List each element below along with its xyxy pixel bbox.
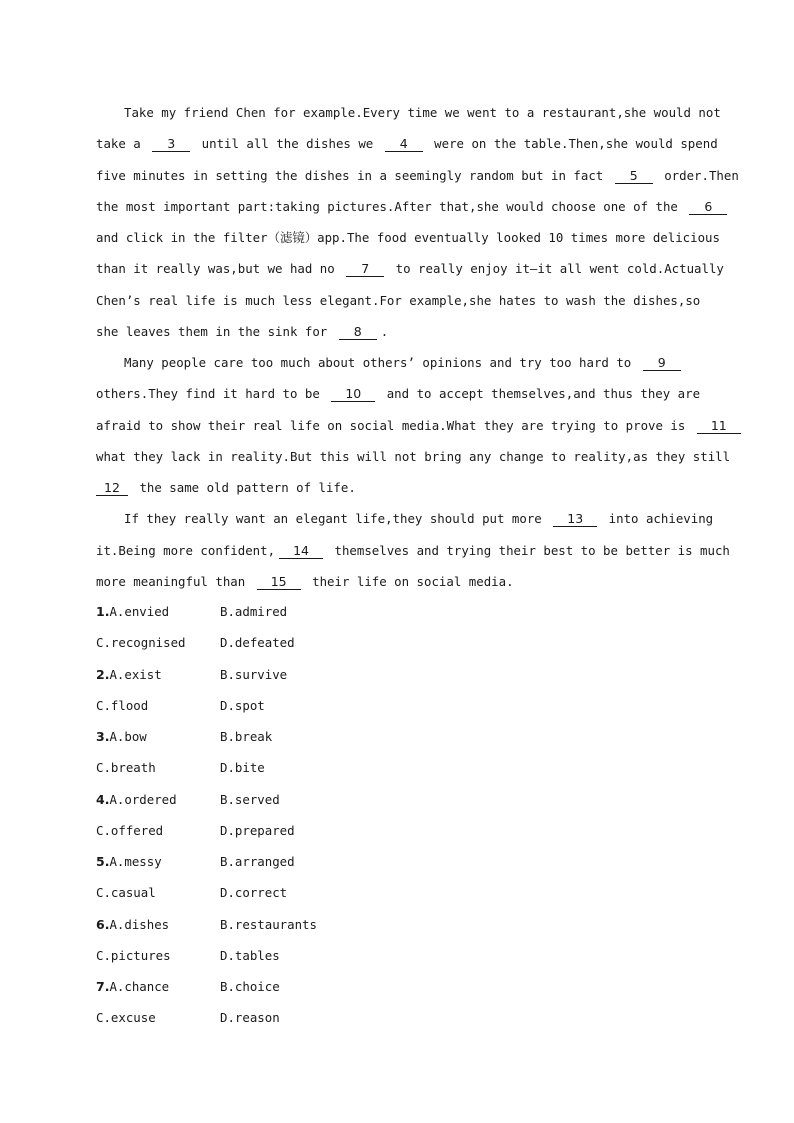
blank-11[interactable]: 11	[697, 419, 741, 434]
option-a-text: A.chance	[109, 979, 170, 994]
passage-line	[96, 378, 701, 409]
passage-text: to really enjoy it—it all went cold.Actually	[388, 261, 724, 277]
passage-text: she leaves them in the sink for	[96, 323, 335, 339]
question-6-option-b[interactable]: B.restaurants	[220, 916, 317, 932]
option-a-text: A.messy	[109, 854, 162, 869]
passage-line	[96, 410, 727, 441]
passage-line	[96, 191, 713, 222]
passage-text: the most important part:taking pictures.After that,she would choose one of the	[96, 198, 686, 214]
blank-5[interactable]: 5	[615, 169, 653, 184]
passage-line	[96, 566, 696, 597]
passage-text: and click in the filter（滤镜）app.The food eventually looked 10 times more delicious	[96, 230, 720, 245]
option-a-text: A.envied	[109, 604, 170, 619]
question-7-option-b[interactable]: B.choice	[220, 979, 280, 994]
passage-text: themselves and trying their best to be better is much	[327, 542, 730, 558]
question-7-option-d[interactable]: D.reason	[220, 1010, 280, 1026]
passage-text: what they lack in reality.But this will not bring any change to reality,as they still	[96, 448, 731, 464]
blank-12[interactable]: 12	[96, 481, 128, 496]
question-number: 6.	[96, 916, 110, 932]
passage-text: Chen’s real life is much less elegant.For example,she hates to wash the dishes,so	[96, 292, 701, 308]
passage-text: and to accept themselves,and thus they are	[379, 386, 701, 402]
passage-text: five minutes in setting the dishes in a seemingly random but in fact	[96, 167, 611, 183]
passage-text: the same old pattern of life.	[132, 480, 356, 495]
blank-3[interactable]: 3	[152, 137, 190, 152]
blank-4[interactable]: 4	[385, 137, 423, 152]
question-1-option-a[interactable]	[96, 596, 169, 627]
question-4-option-a[interactable]	[96, 784, 177, 815]
passage-text: Take my friend Chen for example.Every time we went to a restaurant,she would not	[124, 105, 721, 120]
question-number: 2.	[96, 666, 110, 682]
question-5-option-c[interactable]: C.casual	[96, 885, 156, 901]
blank-15[interactable]: 15	[257, 575, 301, 590]
passage-text: into achieving	[601, 511, 714, 527]
question-number: 5.	[96, 854, 110, 869]
passage-text: .	[380, 323, 389, 339]
passage-line	[96, 503, 714, 534]
question-number: 4.	[96, 791, 110, 807]
option-a-text: A.exist	[109, 666, 162, 682]
question-2-option-d[interactable]: D.spot	[220, 697, 265, 713]
passage-text: Many people care too much about others’ opinions and try too hard to	[124, 355, 639, 370]
passage-line	[96, 222, 720, 253]
passage-line	[96, 441, 731, 472]
blank-6[interactable]: 6	[689, 200, 727, 215]
option-a-text: A.dishes	[109, 916, 170, 932]
passage-text: were on the table.Then,she would spend	[426, 136, 718, 152]
blank-14[interactable]: 14	[279, 544, 323, 559]
passage-text: more meaningful than	[96, 573, 253, 589]
blank-13[interactable]: 13	[553, 512, 597, 527]
passage-text: order.Then	[656, 167, 739, 183]
question-5-option-b[interactable]: B.arranged	[220, 854, 295, 869]
passage-line	[96, 347, 696, 378]
passage-line	[96, 160, 739, 191]
question-3-option-d[interactable]: D.bite	[220, 760, 265, 776]
question-3-option-a[interactable]	[96, 721, 147, 752]
question-4-option-b[interactable]: B.served	[220, 791, 280, 807]
cloze-passage	[96, 97, 739, 597]
passage-line	[96, 535, 730, 566]
question-3-option-b[interactable]: B.break	[220, 729, 273, 744]
blank-8[interactable]: 8	[339, 325, 377, 340]
question-number: 7.	[96, 979, 110, 994]
question-1-option-d[interactable]: D.defeated	[220, 635, 295, 651]
blank-10[interactable]: 10	[331, 387, 375, 402]
blank-9[interactable]: 9	[643, 356, 681, 371]
passage-line	[96, 285, 701, 316]
question-7-option-c[interactable]: C.excuse	[96, 1010, 156, 1026]
passage-text: until all the dishes we	[194, 136, 381, 152]
question-2-option-b[interactable]: B.survive	[220, 666, 288, 682]
blank-7[interactable]: 7	[346, 262, 384, 277]
question-1-option-b[interactable]: B.admired	[220, 604, 288, 619]
passage-text: their life on social media.	[304, 573, 514, 589]
passage-text: If they really want an elegant life,they should put more	[124, 511, 550, 527]
passage-line	[96, 472, 696, 503]
question-3-option-c[interactable]: C.breath	[96, 760, 156, 776]
option-a-text: A.ordered	[109, 791, 177, 807]
passage-text: than it really was,but we had no	[96, 261, 343, 277]
question-2-option-a[interactable]	[96, 659, 162, 690]
passage-line	[96, 253, 724, 284]
question-6-option-a[interactable]	[96, 909, 169, 940]
question-6-option-d[interactable]: D.tables	[220, 947, 280, 963]
question-7-option-a[interactable]	[96, 971, 169, 1002]
passage-line	[96, 316, 696, 347]
passage-line	[96, 128, 718, 159]
passage-line	[96, 97, 721, 128]
passage-text: afraid to show their real life on social media.What they are trying to prove is	[96, 417, 693, 433]
passage-text: others.They find it hard to be	[96, 386, 328, 402]
question-5-option-d[interactable]: D.correct	[220, 885, 288, 901]
option-a-text: A.bow	[109, 729, 147, 744]
question-4-option-d[interactable]: D.prepared	[220, 822, 295, 838]
question-number: 3.	[96, 729, 110, 744]
passage-text: it.Being more confident,	[96, 542, 276, 558]
question-2-option-c[interactable]: C.flood	[96, 697, 149, 713]
question-5-option-a[interactable]	[96, 846, 162, 877]
question-1-option-c[interactable]: C.recognised	[96, 635, 186, 651]
question-4-option-c[interactable]: C.offered	[96, 822, 164, 838]
question-6-option-c[interactable]: C.pictures	[96, 947, 171, 963]
question-number: 1.	[96, 604, 110, 619]
passage-text: take a	[96, 136, 149, 152]
